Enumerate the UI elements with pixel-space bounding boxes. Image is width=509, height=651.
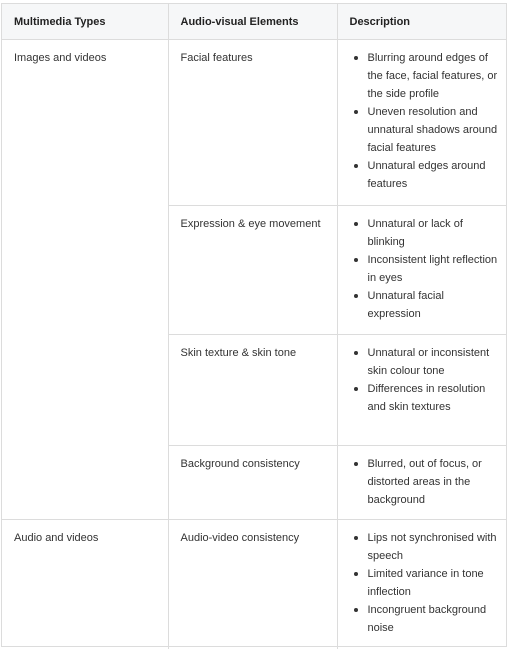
description-cell	[337, 40, 506, 206]
description-cell	[337, 206, 506, 335]
list-item-text: Blurring around edges of the face, facial features, or the side profile	[367, 52, 498, 100]
bullet-icon	[354, 572, 358, 576]
header-description: Description	[337, 4, 506, 40]
bullet-icon	[354, 294, 358, 298]
list-item-text: Differences in resolution and skin textures	[367, 383, 486, 413]
description-cell	[337, 335, 506, 446]
list-item-text: Unnatural edges around features	[367, 160, 486, 190]
header-multimedia-types: Multimedia Types	[2, 4, 168, 40]
list-item	[350, 601, 501, 637]
list-item	[350, 251, 501, 287]
bullet-icon	[354, 56, 358, 60]
header-audio-visual-elements: Audio-visual Elements	[168, 4, 337, 40]
list-item	[350, 49, 501, 103]
bullet-icon	[354, 222, 358, 226]
table-row	[2, 520, 506, 649]
list-item	[350, 287, 501, 323]
table-header	[2, 4, 506, 40]
multimedia-type-cell: Images and videos	[2, 40, 168, 520]
bullet-icon	[354, 110, 358, 114]
bullet-icon	[354, 536, 358, 540]
description-cell	[337, 446, 506, 520]
bullet-icon	[354, 258, 358, 262]
bullet-icon	[354, 387, 358, 391]
list-item-text: Inconsistent light reflection in eyes	[367, 254, 498, 284]
list-item	[350, 380, 501, 416]
list-item-text: Blurred, out of focus, or distorted areas in the background	[367, 458, 482, 506]
list-item	[350, 157, 501, 193]
description-list	[350, 529, 501, 637]
header-row	[2, 4, 506, 40]
deepfake-indicators-table	[1, 3, 507, 647]
bullet-icon	[354, 351, 358, 355]
list-item-text: Limited variance in tone inflection	[367, 568, 484, 598]
bullet-icon	[354, 462, 358, 466]
list-item	[350, 529, 501, 565]
list-item	[350, 344, 501, 380]
bullet-icon	[354, 164, 358, 168]
table	[2, 4, 506, 649]
list-item	[350, 103, 501, 157]
list-item-text: Lips not synchronised with speech	[367, 532, 497, 562]
description-list	[350, 49, 501, 193]
table-row	[2, 40, 506, 206]
list-item-text: Unnatural or lack of blinking	[367, 218, 463, 248]
element-cell: Expression & eye movement	[168, 206, 337, 335]
multimedia-type-cell: Audio and videos	[2, 520, 168, 649]
list-item	[350, 565, 501, 601]
list-item	[350, 455, 501, 509]
table-body	[2, 40, 506, 649]
list-item-text: Uneven resolution and unnatural shadows around facial features	[367, 106, 498, 154]
element-cell: Skin texture & skin tone	[168, 335, 337, 446]
element-cell: Audio-video consistency	[168, 520, 337, 649]
list-item-text: Incongruent background noise	[367, 604, 487, 634]
description-list	[350, 344, 501, 416]
element-cell: Facial features	[168, 40, 337, 206]
description-list	[350, 455, 501, 509]
list-item	[350, 215, 501, 251]
description-list	[350, 215, 501, 323]
list-item-text: Unnatural or inconsistent skin colour tone	[367, 347, 490, 377]
description-cell	[337, 520, 506, 649]
bullet-icon	[354, 608, 358, 612]
element-cell: Background consistency	[168, 446, 337, 520]
list-item-text: Unnatural facial expression	[367, 290, 444, 320]
